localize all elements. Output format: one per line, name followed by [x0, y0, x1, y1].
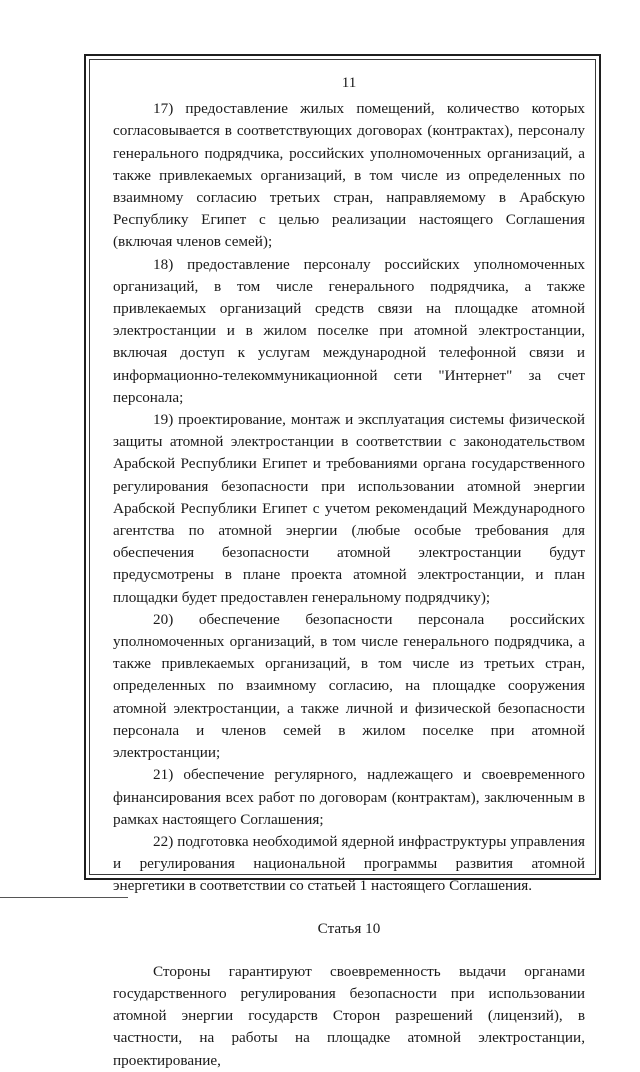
page-number: 11: [341, 74, 357, 91]
article-heading: Статья 10: [317, 919, 381, 937]
list-item-18: 18) предоставление персоналу российских уполномоченных организаций, в том числе генерального подрядчика, а также привлекаемых организаций средств связи на площадке атомной электростанции и в жилом поселке при атомной электростанции, включая доступ к услугам международной телефонной связи и информационно-телекоммуникационной сети "Интернет" за счет персонала;: [113, 255, 585, 406]
list-item-19: 19) проектирование, монтаж и эксплуатация системы физической защиты атомной электростанции в соответствии с законодательством Арабской Республики Египет и требованиями органа государственного регулирования безопасности при использовании атомной энергии Арабской Республики Египет с учетом рекомендаций Международного агентства по атомной энергии (любые особые требования для обеспечения безопасности атомной электростанции будут предусмотрены в плане проекта атомной электростанции, и план площадки будет предоставлен генеральному подрядчику);: [113, 411, 585, 606]
document-body: [113, 72, 585, 1072]
list-item-20: 20) обеспечение безопасности персонала российских уполномоченных организаций, в том числе генерального подрядчика, а также привлекаемых организаций, в том числе из третьих стран, определенных по взаимному согласию, на площадке сооружения атомной электростанции, а также личной и физической безопасности персонала и членов семей в жилом поселке при атомной электростанции;: [113, 610, 585, 762]
footer-divider: [0, 897, 128, 898]
article-paragraph: Стороны гарантируют своевременность выдачи органами государственного регулирования безопасности при использовании атомной энергии государств Сторон разрешений (лицензий), в частности, на работы на площадке атомной электростанции, проектирование,: [113, 962, 585, 1069]
list-item-21: 21) обеспечение регулярного, надлежащего и своевременного финансирования всех работ по договорам (контрактам), заключенным в рамках настоящего Соглашения;: [113, 766, 585, 828]
list-item-22: 22) подготовка необходимой ядерной инфраструктуры управления и регулирования национальной программы развития атомной энергетики в соответствии со статьей 1 настоящего Соглашения.: [113, 832, 585, 895]
list-item-17: 17) предоставление жилых помещений, количество которых согласовывается в соответствующих договорах (контрактах), персоналу генерального подрядчика, российских уполномоченных организаций, а также привлекаемых организаций, в том числе из определенных по взаимному согласию третьих стран, направляемому в Арабскую Республику Египет с целью реализации настоящего Соглашения (включая членов семей);: [113, 100, 585, 251]
